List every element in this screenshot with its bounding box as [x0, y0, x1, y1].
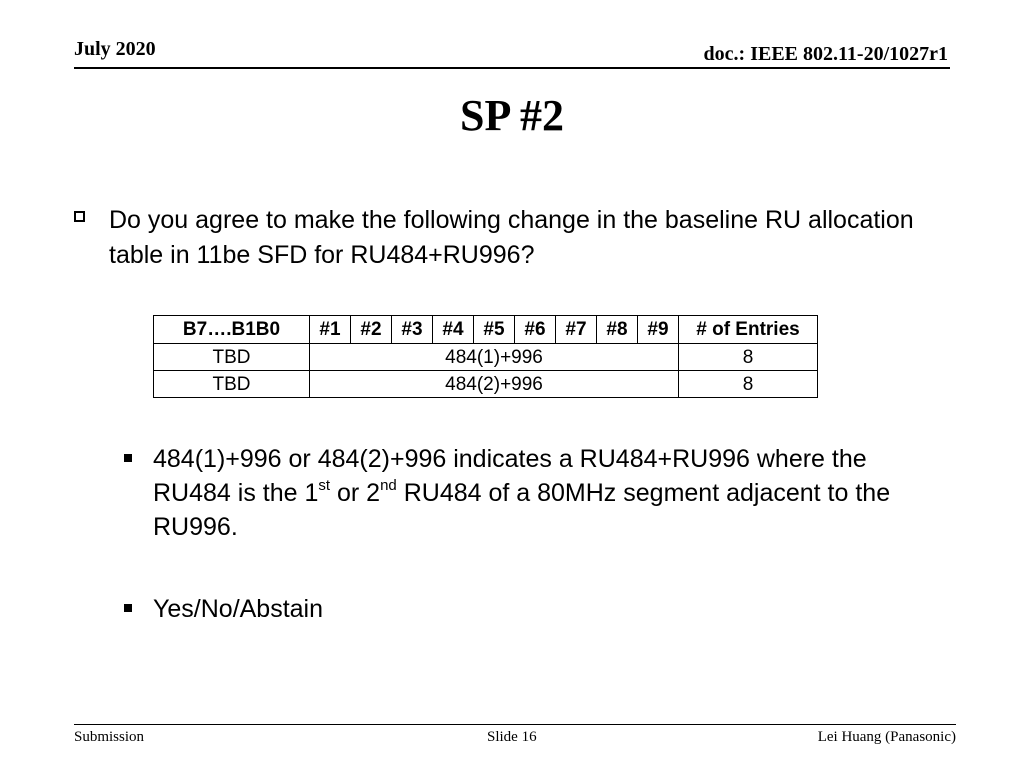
slide-title: SP #2: [460, 91, 564, 140]
header-cell-bits: B7….B1B0: [154, 316, 310, 344]
footer-divider: [74, 724, 956, 725]
cell-allocation: 484(2)+996: [310, 371, 679, 398]
cell-entries: 8: [679, 344, 818, 371]
header-cell-7: #7: [556, 316, 597, 344]
header-cell-3: #3: [392, 316, 433, 344]
square-bullet-icon: [124, 454, 132, 462]
header-cell-4: #4: [433, 316, 474, 344]
ru-allocation-table: [153, 315, 818, 398]
table-row: [154, 344, 818, 371]
header-cell-9: #9: [638, 316, 679, 344]
cell-bits: TBD: [154, 344, 310, 371]
header-doc-id: doc.: IEEE 802.11-20/1027r1: [703, 43, 948, 65]
table-header-row: [154, 316, 818, 344]
footer-author: Lei Huang (Panasonic): [817, 729, 956, 745]
cell-allocation: 484(1)+996: [310, 344, 679, 371]
header-cell-entries: # of Entries: [679, 316, 818, 344]
header-cell-8: #8: [597, 316, 638, 344]
cell-entries: 8: [679, 371, 818, 398]
checkbox-bullet-icon: [74, 211, 85, 222]
footer-submission: Submission: [74, 729, 145, 745]
square-bullet-icon: [124, 604, 132, 612]
table-row: [154, 371, 818, 398]
bullet-text: Yes/No/Abstain: [153, 595, 324, 623]
bullet-text: 484(1)+996 or 484(2)+996 indicates a RU484+RU996 where the RU484 is the 1st or 2nd RU484 of a 80MHz segment adjacent to the RU996.: [153, 445, 891, 541]
header-cell-2: #2: [351, 316, 392, 344]
cell-bits: TBD: [154, 371, 310, 398]
header-cell-6: #6: [515, 316, 556, 344]
header-cell-5: #5: [474, 316, 515, 344]
footer-slide-number: Slide 16: [487, 729, 537, 745]
header-divider: [74, 67, 950, 69]
header-date: July 2020: [74, 38, 156, 60]
header-cell-1: #1: [310, 316, 351, 344]
question-text: Do you agree to make the following change in the baseline RU allocation table in 11be SFD for RU484+RU996?: [109, 206, 914, 269]
